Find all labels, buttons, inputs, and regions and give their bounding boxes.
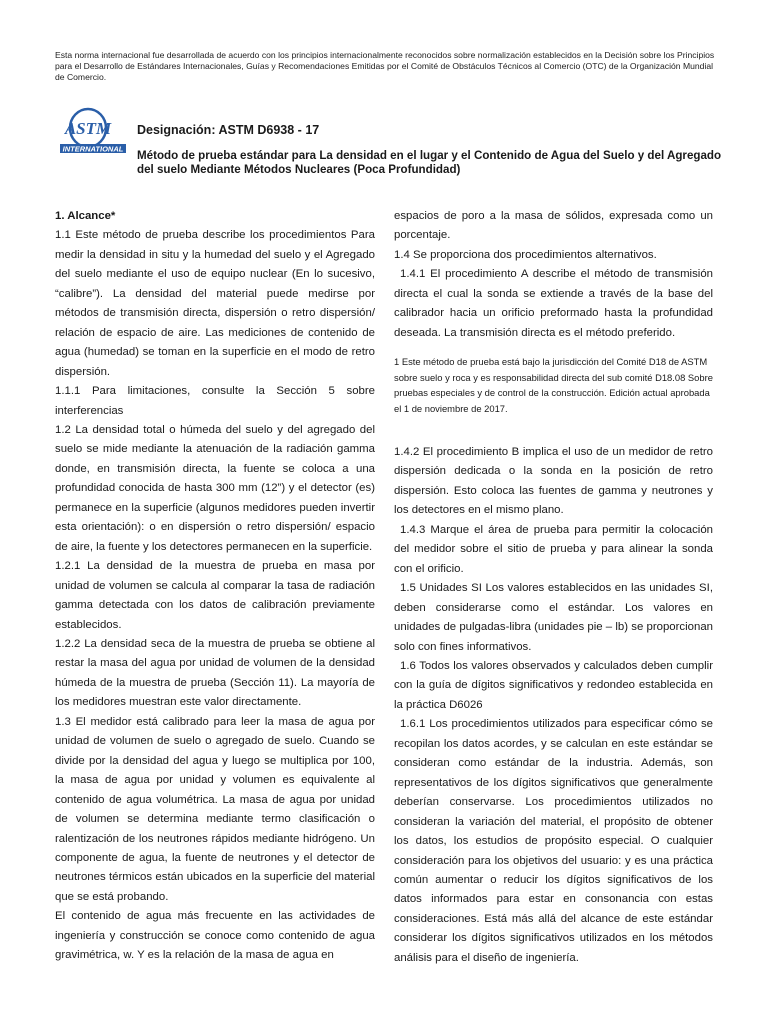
paragraph-1-4: 1.4 Se proporciona dos procedimientos alternativos. [394, 248, 657, 261]
paragraph-gravimetric: El contenido de agua más frecuente en las actividades de ingeniería y construcción se conoce como contenido de agua gravimétrica, w. Y es la relación de la masa de agua en [55, 910, 375, 962]
left-column [55, 207, 375, 966]
footnote: 1 Este método de prueba está bajo la jurisdicción del Comité D18 de ASTM sobre suelo y roca y es responsabilidad directa del sub comité D18.08 Sobre pruebas especiales y de control de la construcción. Edición actual aprobada el 1 de noviembre de 2017. [394, 356, 713, 414]
paragraph-1-5: 1.5 Unidades SI Los valores establecidos en las unidades SI, deben considerarse como el estándar. Los valores en unidades de pulgadas-libra (unidades pie – lb) se proporcionan solo con fines informativos. [394, 582, 713, 653]
wto-notice: Esta norma internacional fue desarrollada de acuerdo con los principios internacionalmente reconocidos sobre normalización establecidos en la Decisión sobre los Principios para el Desarrollo de Estándares Internacionales, Guías y Recomendaciones Emitidas por el Comité de Obstáculos Técnicos al Comercio (OTC) de la Organización Mundial de Comercio. [55, 50, 715, 82]
logo-wordmark: ASTM [64, 119, 112, 138]
paragraph-continuation: espacios de poro a la masa de sólidos, expresada como un porcentaje. [394, 210, 713, 242]
paragraph-1-1: 1.1 Este método de prueba describe los procedimientos Para medir la densidad in situ y la humedad del suelo y el Agregado del suelo mediante el uso de equipo nuclear (En lo sucesivo, “calibre”). La densidad del material puede medirse por métodos de transmisión directa, dispersión o retro dispersión/ relación de espacio de aire. Las mediciones de contenido de agua (humedad) se toman en la superficie en el modo de retro dispersión. [55, 229, 375, 378]
paragraph-1-4-2: 1.4.2 El procedimiento B implica el uso de un medidor de retro dispersión dedicada o la sonda en la posición de retro dispersión. Esto coloca las fuentes de gamma y neutrones y los detectores en el mismo plano. [394, 446, 713, 517]
astm-logo-icon [58, 106, 128, 158]
designation: Designación: ASTM D6938 - 17 [137, 123, 320, 137]
paragraph-1-4-3: 1.4.3 Marque el área de prueba para permitir la colocación del medidor sobre el sitio de prueba y para alinear la sonda con el orificio. [394, 523, 713, 575]
paragraph-1-6-1: 1.6.1 Los procedimientos utilizados para especificar cómo se recopilan los datos acordes, y se calculan en este estándar se consideran como estándar de la industria. Además, son representativos de los dígitos significativos que generalmente deberían conservarse. Los procedimientos utilizados no consideran la variación del material, el propósito de obtener los datos, los estudios de propósito especial. O cualquier consideración para los objetivos del usuario: y es una práctica común aumentar o reducir los dígitos significativos de los datos informados para estar en consonancia con estas consideraciones. Está más allá del alcance de este estándar considerar los dígitos significativos utilizados en los métodos análisis para el diseño de ingeniería. [394, 718, 713, 964]
paragraph-1-2-2: 1.2.2 La densidad seca de la muestra de prueba se obtiene al restar la masa del agua por unidad de volumen de la densidad húmeda de la muestra de prueba (Sección 11). La mayoría de los medidores muestran este valor directamente. [55, 637, 375, 709]
paragraph-1-3: 1.3 El medidor está calibrado para leer la masa de agua por unidad de volumen de suelo o agregado de suelo. Cuando se divide por la densidad del agua y luego se multiplica por 100, la masa de agua por unidad y volumen es equivalente al contenido de agua volumétrica. La masa de agua por unidad de volumen se determina mediante termo clasificación o ralentización de los neutrones rápidos mediante hidrógeno. Un componente de agua, la fuente de neutrones y el detector de neutrones térmicos están ubicados en la superficie del material que se está probando. [55, 715, 375, 903]
paragraph-1-1-1: 1.1.1 Para limitaciones, consulte la Sección 5 sobre interferencias [55, 385, 375, 417]
document-title: Método de prueba estándar para La densidad en el lugar y el Contenido de Agua del Suelo y del Agregado del suelo Mediante Métodos Nucleares (Poca Profundidad) [137, 149, 722, 176]
paragraph-1-6: 1.6 Todos los valores observados y calculados deben cumplir con la guía de dígitos significativos y redondeo establecida en la práctica D6026 [394, 659, 713, 711]
logo-subtext: INTERNATIONAL [62, 144, 124, 154]
paragraph-1-2-1: 1.2.1 La densidad de la muestra de prueba en masa por unidad de volumen se calcula al comparar la tasa de radiación gamma detectada con los datos de calibración previamente establecidos. [55, 560, 375, 631]
right-column-top [394, 207, 713, 343]
paragraph-1-4-1: 1.4.1 El procedimiento A describe el método de transmisión directa el cual la sonda se extiende a través de la base del calibrador hacia un orificio preformado hasta la profundidad deseada. La transmisión directa es el método preferido. [394, 268, 713, 339]
paragraph-1-2: 1.2 La densidad total o húmeda del suelo y del agregado del suelo se mide mediante la atenuación de la radiación gamma donde, en transmisión directa, la fuente se coloca a una profundidad conocida de hasta 300 mm (12”) y el detector (es) permanece en la superficie (algunos medidores pueden invertir esta orientación): o en dispersión o retro dispersión/ espacio de aire, la fuente y los detectores permanecen en la superficie. [55, 423, 375, 553]
right-column-bottom [394, 443, 713, 968]
section-heading: 1. Alcance* [55, 210, 116, 222]
